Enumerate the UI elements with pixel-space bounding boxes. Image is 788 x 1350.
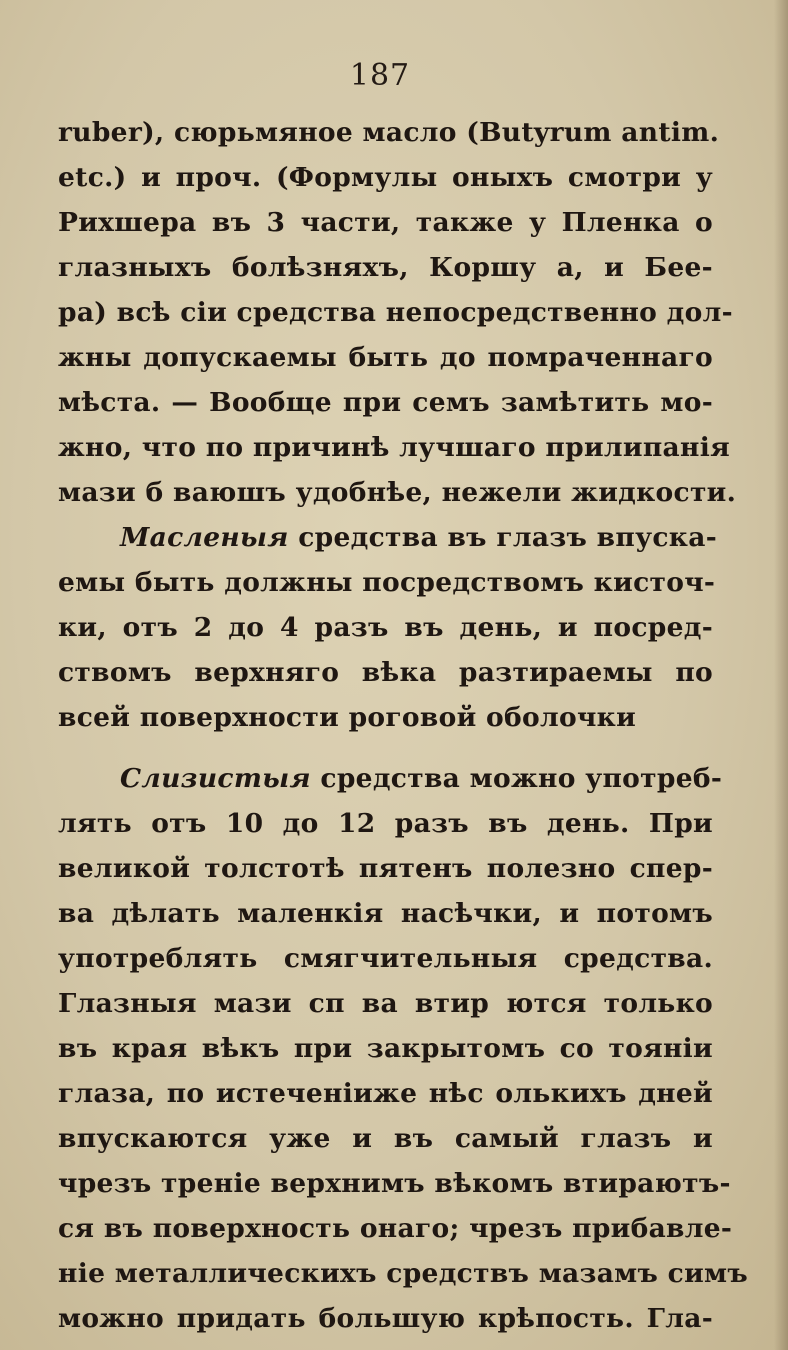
text-line: ніе металлическихъ средствъ мазамъ симъ (58, 1258, 748, 1289)
text-line: Глазныя мази сп ва втир ются только (58, 988, 713, 1019)
text-line: ки, отъ 2 до 4 разъ въ день, и посред- (58, 612, 713, 643)
text-line: чрезъ треніе верхнимъ вѣкомъ втираютъ- (58, 1168, 731, 1199)
paragraph-first-line (58, 756, 723, 801)
text-line: ра) всѣ сіи средства непосредственно дол- (58, 297, 733, 328)
line-rest: средства можно употреб- (320, 763, 723, 794)
text-line: впускаются уже и въ самый глазъ и (58, 1123, 713, 1154)
text-line: мѣста. — Вообще при семъ замѣтить мо- (58, 387, 713, 418)
text-line: ва дѣлать маленкія насѣчки, и потомъ (58, 898, 713, 929)
page-edge-shadow (774, 0, 788, 1350)
text-line: употреблять смягчительныя средства. (58, 943, 713, 974)
paragraph-first-line (58, 515, 717, 560)
text-line: можно придать большую крѣпость. Гла- (58, 1303, 713, 1334)
text-line: Рихшера въ 3 части, также у Пленка о (58, 207, 713, 238)
text-line: etc.) и проч. (Формулы оныхъ смотри у (58, 162, 713, 193)
text-line: лять отъ 10 до 12 разъ въ день. При (58, 808, 713, 839)
text-line: жно, что по причинѣ лучшаго прилипанія (58, 432, 730, 463)
page-number: 187 (349, 58, 411, 93)
text-line: ствомъ верхняго вѣка разтираемы по (58, 657, 713, 688)
text-line: ся въ поверхность онаго; чрезъ прибавле- (58, 1213, 733, 1244)
text-line: глаза, по истеченіиже нѣс олькихъ дней (58, 1078, 713, 1109)
text-line: ruber), сюрьмяное масло (Butyrum antim. (58, 117, 720, 148)
text-line: глазныхъ болѣзняхъ, Коршу а, и Бее- (58, 252, 713, 283)
text-line: всей поверхности роговой оболочки (58, 702, 637, 733)
italic-lead-word: Слизистыя (120, 763, 311, 794)
body-text (58, 110, 748, 1341)
text-line: мази б ваюшъ удобнѣе, нежели жидкости. (58, 477, 737, 508)
line-rest: средства въ глазъ впуска- (298, 522, 717, 553)
text-line: жны допускаемы быть до помраченнаго (58, 342, 713, 373)
text-line: великой толстотѣ пятенъ полезно спер- (58, 853, 713, 884)
text-line: въ края вѣкъ при закрытомъ со тояніи (58, 1033, 713, 1064)
text-line: емы быть должны посредствомъ кисточ- (58, 567, 716, 598)
italic-lead-word: Масленыя (120, 522, 289, 553)
